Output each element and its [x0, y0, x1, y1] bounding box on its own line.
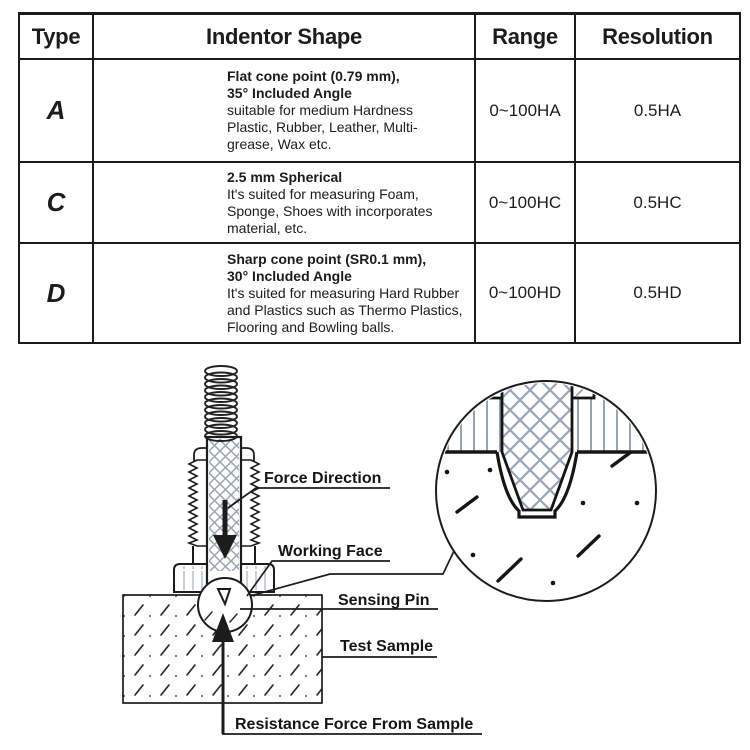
indentor-cell	[93, 243, 475, 343]
resistance-force-label: Resistance Force From Sample	[235, 716, 474, 733]
indentor-cell	[93, 162, 475, 243]
range-cell: 0~100HA	[475, 59, 575, 162]
range-cell: 0~100HD	[475, 243, 575, 343]
coil-spring	[205, 366, 237, 441]
durometer-diagram	[0, 350, 750, 750]
indentor-description: 2.5 mm Spherical It's suited for measuring Foam, Sponge, Shoes with incorporates material, etc.	[227, 168, 433, 236]
resolution-cell: 0.5HA	[575, 59, 740, 162]
header-indentor-shape: Indentor Shape	[93, 14, 475, 60]
type-cell: D	[19, 243, 93, 343]
header-type: Type	[19, 14, 93, 60]
spec-table	[18, 12, 741, 344]
indentor-cell	[93, 59, 475, 162]
table-row	[19, 59, 740, 162]
resolution-cell: 0.5HD	[575, 243, 740, 343]
header-range: Range	[475, 14, 575, 60]
table-row	[19, 243, 740, 343]
sensing-pin-label: Sensing Pin	[338, 592, 430, 609]
resolution-cell: 0.5HC	[575, 162, 740, 243]
type-cell: A	[19, 59, 93, 162]
detail-view-circle	[430, 368, 664, 601]
force-direction-label: Force Direction	[264, 470, 382, 487]
type-cell: C	[19, 162, 93, 243]
test-sample-label: Test Sample	[340, 638, 434, 655]
working-face-label: Working Face	[278, 543, 383, 560]
header-resolution: Resolution	[575, 14, 740, 60]
table-header-row	[19, 14, 740, 60]
indentor-description: Flat cone point (0.79 mm), 35° Included Angle suitable for medium Hardness Plastic, Rubber, Leather, Multi- grease, Wax etc.	[227, 68, 418, 152]
table-row	[19, 162, 740, 243]
range-cell: 0~100HC	[475, 162, 575, 243]
indentor-description: Sharp cone point (SR0.1 mm), 30° Included Angle It's suited for measuring Hard Rubber and Plastics such as Thermo Plastics, Flooring and Bowling balls.	[227, 250, 463, 335]
